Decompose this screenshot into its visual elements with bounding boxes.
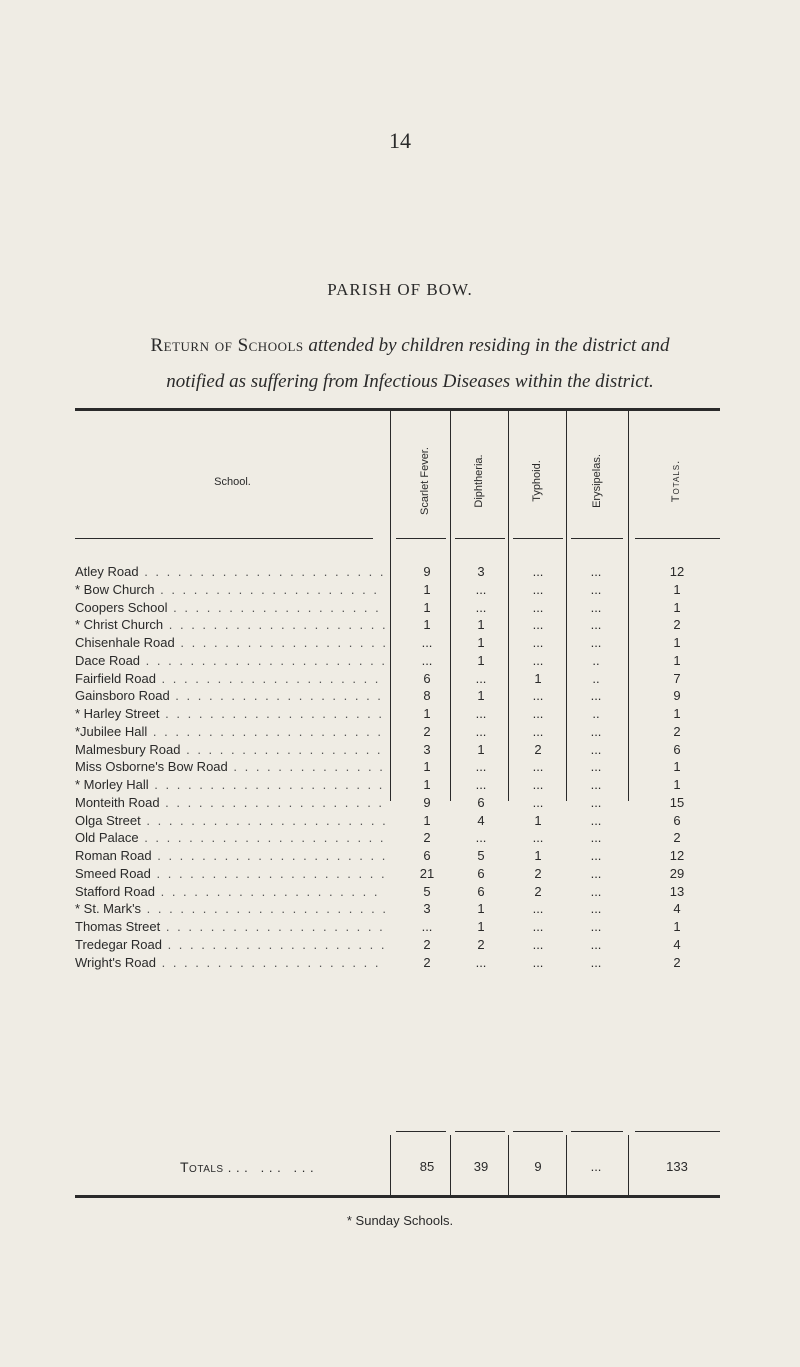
table-row bbox=[0, 582, 800, 600]
school-name: * Christ Church . . . bbox=[75, 617, 385, 632]
school-name: Old Palace . . . bbox=[75, 830, 385, 845]
cell-erysipelas: ... bbox=[590, 741, 602, 757]
cell-diphtheria: 1 bbox=[477, 652, 485, 668]
cell-typhoid: 1 bbox=[534, 670, 542, 686]
header-typhoid: Typhoid. bbox=[531, 460, 543, 502]
table-row bbox=[0, 884, 800, 902]
cell-diphtheria: ... bbox=[475, 723, 487, 739]
cell-total: 29 bbox=[669, 865, 685, 881]
cell-typhoid: ... bbox=[532, 936, 544, 952]
cell-scarlet-fever: 6 bbox=[423, 848, 431, 863]
cell-diphtheria: ... bbox=[475, 759, 487, 775]
cell-total: 1 bbox=[673, 581, 681, 597]
cell-typhoid: 2 bbox=[534, 741, 542, 757]
cell-erysipelas: ... bbox=[590, 723, 602, 739]
totals-label: Totals . . . . . . . . . bbox=[180, 1159, 315, 1175]
cell-total: 7 bbox=[673, 670, 681, 686]
school-name: Smeed Road . . . bbox=[75, 866, 385, 881]
cell-erysipelas: ... bbox=[590, 830, 602, 846]
cell-erysipelas: ... bbox=[590, 812, 602, 828]
cell-typhoid: ... bbox=[532, 581, 544, 597]
table-row bbox=[0, 564, 800, 582]
footnote: * Sunday Schools. bbox=[346, 1213, 454, 1228]
cell-total: 9 bbox=[673, 688, 681, 704]
cell-typhoid: ... bbox=[532, 564, 544, 579]
column-divider bbox=[508, 1135, 509, 1195]
cell-typhoid: 2 bbox=[534, 883, 542, 899]
cell-diphtheria: ... bbox=[475, 670, 487, 686]
cell-typhoid: ... bbox=[532, 794, 544, 810]
cell-scarlet-fever: 1 bbox=[423, 617, 431, 633]
sum-rule bbox=[635, 1131, 720, 1132]
cell-scarlet-fever: 9 bbox=[423, 794, 431, 810]
cell-erysipelas: ... bbox=[590, 848, 602, 863]
cell-diphtheria: 1 bbox=[477, 919, 485, 934]
cell-scarlet-fever: ... bbox=[421, 635, 433, 650]
page-number: 14 bbox=[389, 128, 411, 153]
cell-erysipelas: ... bbox=[590, 581, 602, 597]
cell-erysipelas: ... bbox=[590, 688, 602, 704]
table-row bbox=[0, 866, 800, 884]
cell-typhoid: ... bbox=[532, 617, 544, 633]
cell-scarlet-fever: 8 bbox=[423, 688, 431, 704]
header-rule bbox=[571, 538, 623, 539]
school-name: Stafford Road . . . bbox=[75, 884, 385, 899]
school-name: Tredegar Road . . . bbox=[75, 937, 385, 952]
cell-scarlet-fever: 3 bbox=[423, 901, 431, 917]
table-row bbox=[0, 937, 800, 955]
cell-total: 2 bbox=[673, 830, 681, 846]
cell-scarlet-fever: 21 bbox=[419, 865, 435, 881]
cell-diphtheria: 1 bbox=[477, 741, 485, 757]
cell-scarlet-fever: 3 bbox=[423, 741, 431, 757]
subtitle-line2: notified as suffering from Infectious Diseases within the district. bbox=[166, 371, 654, 392]
column-divider bbox=[566, 1135, 567, 1195]
cell-scarlet-fever: 1 bbox=[423, 777, 431, 792]
cell-erysipelas: ... bbox=[590, 954, 602, 970]
cell-diphtheria: ... bbox=[475, 830, 487, 846]
cell-diphtheria: 4 bbox=[477, 812, 485, 828]
cell-scarlet-fever: 1 bbox=[423, 581, 431, 597]
cell-total: 15 bbox=[669, 794, 685, 810]
header-rule bbox=[635, 538, 720, 539]
school-name: Chisenhale Road . . . bbox=[75, 635, 385, 650]
grand-total: 133 bbox=[666, 1159, 688, 1174]
cell-typhoid: ... bbox=[532, 652, 544, 668]
header-diphtheria: Diphtheria. bbox=[473, 454, 485, 508]
school-name: Thomas Street . . . bbox=[75, 919, 385, 934]
cell-typhoid: ... bbox=[532, 635, 544, 650]
cell-diphtheria: 6 bbox=[477, 794, 485, 810]
total-diphtheria: 39 bbox=[473, 1159, 489, 1174]
cell-scarlet-fever: 5 bbox=[423, 883, 431, 899]
cell-scarlet-fever: 1 bbox=[423, 599, 431, 615]
cell-typhoid: ... bbox=[532, 759, 544, 775]
table-row bbox=[0, 635, 800, 653]
cell-scarlet-fever: 9 bbox=[423, 564, 431, 579]
school-name: Miss Osborne's Bow Road . . . bbox=[75, 759, 385, 774]
cell-scarlet-fever: 2 bbox=[423, 936, 431, 952]
table-row bbox=[0, 742, 800, 760]
table-row bbox=[0, 688, 800, 706]
cell-typhoid: 1 bbox=[534, 812, 542, 828]
cell-scarlet-fever: 1 bbox=[423, 706, 431, 721]
table-row bbox=[0, 724, 800, 742]
school-name: Coopers School . . . bbox=[75, 600, 385, 615]
cell-total: 1 bbox=[673, 652, 681, 668]
cell-typhoid: ... bbox=[532, 599, 544, 615]
cell-total: 6 bbox=[673, 812, 681, 828]
cell-total: 13 bbox=[669, 883, 685, 899]
subtitle-line1: attended by children residing in the district and bbox=[308, 335, 670, 356]
header-scarlet-fever: Scarlet Fever. bbox=[419, 447, 431, 515]
cell-erysipelas: .. bbox=[592, 652, 600, 668]
cell-diphtheria: 2 bbox=[477, 936, 485, 952]
school-name: Dace Road . . . bbox=[75, 653, 385, 668]
table-bottom-rule bbox=[75, 1195, 720, 1198]
table-row bbox=[0, 777, 800, 795]
header-erysipelas: Erysipelas. bbox=[591, 454, 603, 508]
table-row bbox=[0, 848, 800, 866]
cell-total: 12 bbox=[669, 564, 685, 579]
header-rule bbox=[455, 538, 505, 539]
school-name: * Bow Church . . . bbox=[75, 582, 385, 597]
cell-erysipelas: ... bbox=[590, 599, 602, 615]
cell-typhoid: ... bbox=[532, 954, 544, 970]
cell-diphtheria: 1 bbox=[477, 617, 485, 633]
cell-total: 2 bbox=[673, 617, 681, 633]
header-totals: Totals. bbox=[670, 459, 682, 503]
cell-erysipelas: ... bbox=[590, 883, 602, 899]
column-divider bbox=[450, 1135, 451, 1195]
cell-diphtheria: ... bbox=[475, 599, 487, 615]
cell-total: 1 bbox=[673, 759, 681, 775]
cell-diphtheria: 6 bbox=[477, 865, 485, 881]
school-name: Malmesbury Road . . . bbox=[75, 742, 385, 757]
table-row bbox=[0, 653, 800, 671]
sum-rule bbox=[513, 1131, 563, 1132]
table-row bbox=[0, 617, 800, 635]
school-name: *Jubilee Hall . . . bbox=[75, 724, 385, 739]
school-name: * Harley Street . . . bbox=[75, 706, 385, 721]
sum-rule bbox=[396, 1131, 446, 1132]
cell-total: 1 bbox=[673, 635, 681, 650]
cell-diphtheria: ... bbox=[475, 954, 487, 970]
cell-erysipelas: ... bbox=[590, 865, 602, 881]
table-row bbox=[0, 955, 800, 973]
cell-erysipelas: ... bbox=[590, 919, 602, 934]
cell-diphtheria: 1 bbox=[477, 901, 485, 917]
page-heading: PARISH OF BOW. bbox=[327, 280, 473, 299]
cell-erysipelas: ... bbox=[590, 794, 602, 810]
cell-typhoid: ... bbox=[532, 830, 544, 846]
sum-rule bbox=[571, 1131, 623, 1132]
cell-typhoid: ... bbox=[532, 919, 544, 934]
cell-erysipelas: ... bbox=[590, 564, 602, 579]
table-row bbox=[0, 706, 800, 724]
total-scarlet-fever: 85 bbox=[419, 1159, 435, 1174]
subtitle-lead: Return of Schools bbox=[150, 335, 304, 356]
table-row bbox=[0, 813, 800, 831]
cell-total: 4 bbox=[673, 936, 681, 952]
cell-scarlet-fever: 6 bbox=[423, 670, 431, 686]
cell-scarlet-fever: 2 bbox=[423, 723, 431, 739]
cell-typhoid: ... bbox=[532, 723, 544, 739]
header-rule bbox=[396, 538, 446, 539]
cell-erysipelas: ... bbox=[590, 635, 602, 650]
cell-diphtheria: 1 bbox=[477, 688, 485, 704]
school-name: Fairfield Road . . . bbox=[75, 671, 385, 686]
cell-typhoid: ... bbox=[532, 706, 544, 721]
table-row bbox=[0, 901, 800, 919]
cell-scarlet-fever: ... bbox=[421, 652, 433, 668]
cell-erysipelas: .. bbox=[592, 670, 600, 686]
table-top-rule bbox=[75, 408, 720, 411]
header-rule bbox=[75, 538, 373, 539]
school-name: * St. Mark's . . . bbox=[75, 901, 385, 916]
total-erysipelas: ... bbox=[590, 1159, 602, 1174]
cell-diphtheria: 3 bbox=[477, 564, 485, 579]
cell-scarlet-fever: 2 bbox=[423, 830, 431, 846]
cell-total: 4 bbox=[673, 901, 681, 917]
header-school: School. bbox=[214, 476, 251, 488]
cell-typhoid: ... bbox=[532, 777, 544, 792]
cell-total: 1 bbox=[673, 919, 681, 934]
cell-total: 12 bbox=[669, 848, 685, 863]
cell-scarlet-fever: ... bbox=[421, 919, 433, 934]
cell-total: 2 bbox=[673, 723, 681, 739]
cell-diphtheria: 6 bbox=[477, 883, 485, 899]
cell-erysipelas: ... bbox=[590, 901, 602, 917]
cell-erysipelas: ... bbox=[590, 617, 602, 633]
cell-scarlet-fever: 1 bbox=[423, 812, 431, 828]
total-typhoid: 9 bbox=[534, 1159, 542, 1174]
table-row bbox=[0, 600, 800, 618]
school-name: Olga Street . . . bbox=[75, 813, 385, 828]
cell-erysipelas: ... bbox=[590, 936, 602, 952]
cell-total: 1 bbox=[673, 706, 681, 721]
school-name: Atley Road . . . bbox=[75, 564, 385, 579]
column-divider bbox=[628, 1135, 629, 1195]
table-row bbox=[0, 795, 800, 813]
cell-diphtheria: ... bbox=[475, 777, 487, 792]
school-name: Monteith Road . . . bbox=[75, 795, 385, 810]
cell-diphtheria: 1 bbox=[477, 635, 485, 650]
cell-scarlet-fever: 2 bbox=[423, 954, 431, 970]
cell-typhoid: ... bbox=[532, 688, 544, 704]
cell-scarlet-fever: 1 bbox=[423, 759, 431, 775]
school-name: Wright's Road . . . bbox=[75, 955, 385, 970]
cell-typhoid: 2 bbox=[534, 865, 542, 881]
school-name: Gainsboro Road . . . bbox=[75, 688, 385, 703]
sum-rule bbox=[455, 1131, 505, 1132]
table-row bbox=[0, 830, 800, 848]
cell-diphtheria: 5 bbox=[477, 848, 485, 863]
school-name: Roman Road . . . bbox=[75, 848, 385, 863]
cell-total: 1 bbox=[673, 777, 681, 792]
school-name: * Morley Hall . . . bbox=[75, 777, 385, 792]
table-row bbox=[0, 671, 800, 689]
header-rule bbox=[513, 538, 563, 539]
column-divider bbox=[390, 1135, 391, 1195]
cell-diphtheria: ... bbox=[475, 706, 487, 721]
cell-typhoid: ... bbox=[532, 901, 544, 917]
table-row bbox=[0, 759, 800, 777]
cell-total: 2 bbox=[673, 954, 681, 970]
cell-erysipelas: .. bbox=[592, 706, 600, 721]
cell-total: 6 bbox=[673, 741, 681, 757]
cell-erysipelas: ... bbox=[590, 777, 602, 792]
table-subtitle bbox=[70, 328, 750, 400]
cell-typhoid: 1 bbox=[534, 848, 542, 863]
cell-diphtheria: ... bbox=[475, 581, 487, 597]
cell-erysipelas: ... bbox=[590, 759, 602, 775]
cell-total: 1 bbox=[673, 599, 681, 615]
table-row bbox=[0, 919, 800, 937]
